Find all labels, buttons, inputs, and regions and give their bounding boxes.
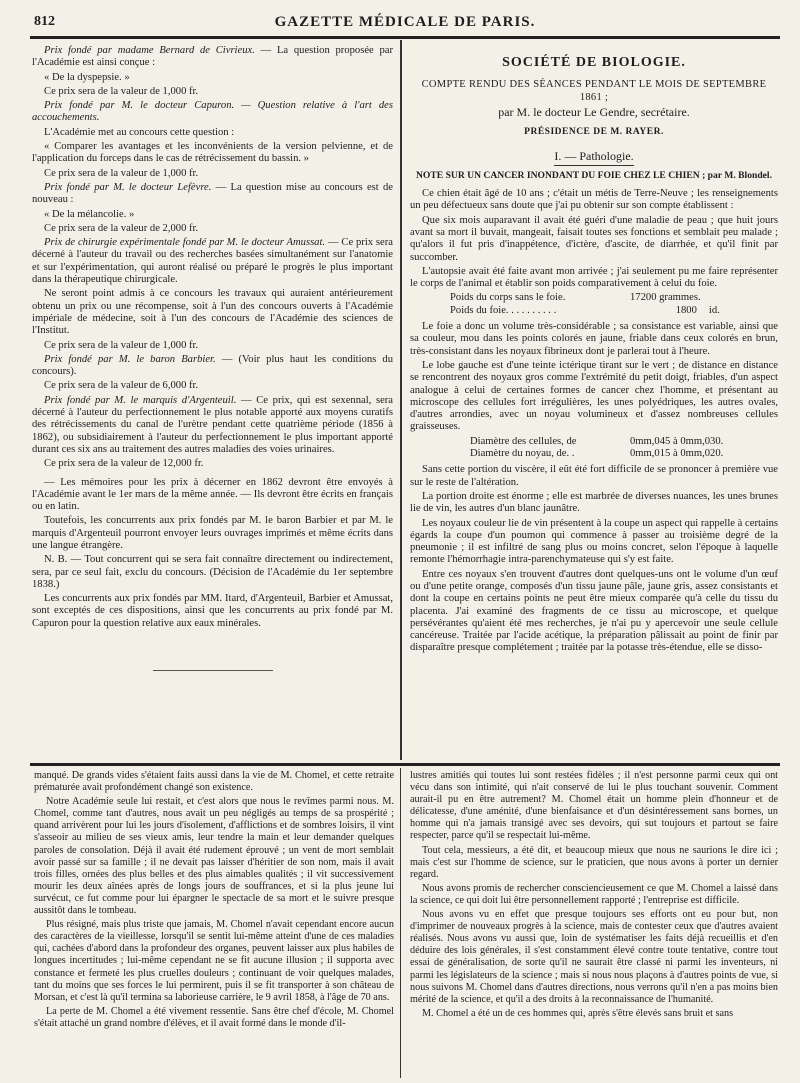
prize-title: Prix fondé par M. le baron Barbier. <box>44 353 216 365</box>
row-label: Diamètre du noyau, de. . <box>470 448 575 460</box>
note-title: NOTE SUR UN CANCER INONDANT DU FOIE CHEZ LE CHIEN ; par M. Blondel. <box>416 169 772 181</box>
text: — Ce prix sera décerné à l'auteur du travail ou des recherches basées simultanément sur l'anatomie et sur l'expérimentation, qui auront réalisé ou préparé le progrès le plus important dans la thérapeutique chirurgicale. <box>32 237 393 286</box>
paragraph <box>32 182 393 207</box>
text: — Ce prix, qui est sexennal, sera décerné à l'auteur du perfectionnement le plus notable apporté aux moyens curatifs des rétrécissements du canal de l'urètre pendant cette quatrième période (1856 à 1862), ou subsidiairement à l'auteur du perfectionnement le plus important apporté durant ces six ans au traitement des autres maladies des voies urinaires. <box>32 394 394 455</box>
section-rule <box>554 165 634 166</box>
row-unit: id. <box>708 304 720 316</box>
prize-value: Ce prix sera de la valeur de 12,000 fr. <box>44 458 204 470</box>
measure-row <box>410 448 778 460</box>
paragraph: La perte de M. Chomel a été vivement ressentie. Sans être chef d'école, M. Chomel s'était attaché un grand nombre d'élèves, et il avait formé dans le monde d'il- <box>34 1005 394 1029</box>
presidency: PRÉSIDENCE DE M. RAYER. <box>524 127 664 138</box>
paragraph: M. Chomel a été un de ces hommes qui, après s'être élevés sans bruit et sans <box>422 1007 734 1019</box>
report-author: par M. le docteur Le Gendre, secrétaire. <box>498 104 690 119</box>
prize-value: Ce prix sera de la valeur de 1,000 fr. <box>44 167 199 179</box>
paragraph: Toutefois, les concurrents aux prix fondés par M. le baron Barbier et par M. le marquis d'Argenteuil pourront envoyer leurs ouvrages imprimés et même écrits dans une langue étrangère. <box>32 515 393 551</box>
paragraph: Nous avons vu en effet que presque toujours ses efforts ont eu pour but, non d'imprimer de nouveaux progrès à la science, mais de contester ceux que d'autres avaient réalisés. Nous avons vu aussi que, loin de systématiser les faits déjà recueillis et d'en déduire des lois générales, il s'est constamment élevé contre toute tentative, contre tout essai de généralisation, de sorte qu'il ne saurait être classé ni parmi les inventeurs, ni parmi les législateurs de la science ; mais si nous nous plaçons à d'autres points de vue, si nous suivons M. Chomel dans d'autres directions, nous verrons qu'il n'en a pas moins bien mérité de la science, et qu'il a des droits à la reconnaissance de l'humanité. <box>410 909 778 1005</box>
row-label: Poids du foie. . . . . . . . . . <box>450 304 557 316</box>
text: — (Voir plus haut les conditions du concours). <box>32 353 393 378</box>
section-title: I. — Pathologie. <box>554 149 634 164</box>
paragraph: Tout cela, messieurs, a été dit, et beaucoup mieux que nous ne saurions le dire ici ; mais c'est sur l'homme de science, sur le praticien, que nous avons à porter un dernier regard. <box>410 844 778 880</box>
paragraph: Que six mois auparavant il avait été guéri d'une maladie de peau ; que huit jours avant sa mort il buvait, mangeait, faisait toutes ses fonctions et semblait peu malade ; qu'alors il fut pris d'inappétence, d'ictère, d'ascite, de diarrhée, et qu'il finit par succomber. <box>410 214 778 263</box>
paragraph: Le foie a donc un volume très-considérable ; sa consistance est variable, ainsi que sa couleur, mou dans les points colorés en jaune, friable dans ceux colorés en brun, très-consistant dans les noyaux fibrineux dont je parlerai tout à l'heure. <box>410 321 778 357</box>
right-column <box>410 45 778 657</box>
paragraph: Nous avons promis de rechercher consciencieusement ce que M. Chomel a laissé dans la science, ce qui doit lui être personnellement rapporté ; l'entreprise est difficile. <box>410 882 778 906</box>
question: « Comparer les avantages et les inconvénients de la version pelvienne, et de l'application du forceps dans le cas de rétrécissement du bassin. » <box>32 141 393 165</box>
row-value: 1800 <box>675 304 697 316</box>
prize-value: Ce prix sera de la valeur de 6,000 fr. <box>44 380 199 392</box>
bottom-left-column <box>34 770 394 1032</box>
text: — La question proposée par l'Académie est ainsi conçue : <box>32 45 393 69</box>
prize-value: Ce prix sera de la valeur de 1,000 fr. <box>44 85 199 97</box>
paragraph: Plus résigné, mais plus triste que jamais, M. Chomel n'avait cependant encore aucun des caractères de la vieillesse, lorsqu'il se sentit lui-même atteint d'une de ces maladies qui, cachées d'abord dans la profondeur des organes, peuvent laisser aux plus habiles de longues incertitudes ; lui-même cependant ne se fit aucune illusion ; il supporta avec constance et fermeté les plus cruelles douleurs ; continuant de voir quelques malades, tant du moins que ses forces le lui permirent, puis il se fit transporter à son château de Morsan, et c'est là qu'il termina sa laborieuse carrière, le 9 avril 1858, à l'âge de 70 ans. <box>34 919 394 1003</box>
paragraph <box>32 395 393 456</box>
paragraph: L'Académie met au concours cette question : <box>44 126 235 138</box>
paragraph <box>32 45 393 70</box>
weight-row <box>410 305 778 317</box>
column-divider <box>400 40 402 760</box>
question: « De la dyspepsie. » <box>44 71 130 83</box>
prize-title: Prix fondé par M. le docteur Capuron. — Question relative à l'art des accouchements. <box>32 100 393 124</box>
row-value: 0mm,045 à 0mm,030. <box>630 435 724 447</box>
row-value: 0mm,015 à 0mm,020. <box>630 448 724 460</box>
section-divider <box>30 763 780 766</box>
prize-title: Prix fondé par M. le docteur Lefèvre. <box>44 181 212 193</box>
paragraph: Les concurrents aux prix fondés par MM. Itard, d'Argenteuil, Barbier et Amussat, sont exceptés de ces dispositions, ainsi que les concurrents au prix fondé par M. Capuron pour la question relative aux eaux minérales. <box>32 593 393 629</box>
paragraph: manqué. De grands vides s'étaient faits aussi dans la vie de M. Chomel, et cette retraite prématurée avait profondément changé son existence. <box>34 770 394 794</box>
header-rule <box>30 36 780 39</box>
prize-title: Prix fondé par madame Bernard de Civrieux. <box>44 45 255 56</box>
paragraph: lustres amitiés qui toutes lui sont restées fidèles ; il n'est personne parmi ceux qui ont vécu dans son intimité, qui n'ait conservé de lui le plus touchant souvenir. Comment aurait-il pu en être autrement? M. Chomel était un homme plein d'honneur et de délicatesse, d'une aménité, d'une bienfaisance et d'un désintéressement sans bornes, un homme qui n'a jamais transigé avec ses devoirs, qui sut toujours et partout se faire respecter, parce qu'il se respectait lui-même. <box>410 770 778 842</box>
paragraph: Sans cette portion du viscère, il eût été fort difficile de se prononcer à première vue sur le reste de l'altération. <box>410 464 778 488</box>
society-title: SOCIÉTÉ DE BIOLOGIE. <box>502 55 686 70</box>
prize-value: Ce prix sera de la valeur de 1,000 fr. <box>44 339 199 351</box>
paragraph: Notre Académie seule lui restait, et c'est alors que nous le revîmes parmi nous. M. Chomel, comme tant d'autres, nous avait un peu négligés au temps de sa prospérité ; quand arrivèrent pour lui les jours d'isolement, d'afflictions et de sombres loisirs, il vint s'asseoir au milieu de ses vieux amis, leur tendre la main et leur demander quelques paroles de consolation. Déjà il avait été rudement éprouvé ; un vent de mort semblait avoir passé sur sa famille ; il ne devait pas laisser d'héritier de son nom, mais il avait trois filles, ornées des plus belles et des plus aimables qualités ; il vit successivement mourir les deux aînées après de longs jours de souffrances, et si la plus jeune lui survécut, ce fut comme pour lui épargner le spectacle de sa mort et le suivre presque aussitôt dans le tombeau. <box>34 796 394 917</box>
paragraph: — Les mémoires pour les prix à décerner en 1862 devront être envoyés à l'Académie avant le 1er mars de la même année. — Ils devront être écrits en français ou en latin. <box>32 476 393 513</box>
page-number: 812 <box>34 14 55 29</box>
paragraph: Ne seront point admis à ce concours les travaux qui auraient antérieurement obtenu un prix ou une récompense, soit à l'un des concours ouverts à l'Académie impériale de médecine, soit à l'un des concours de l'Académie des sciences de l'Institut. <box>32 288 393 337</box>
prize-value: Ce prix sera de la valeur de 2,000 fr. <box>44 222 199 234</box>
row-label: Poids du corps sans le foie. <box>450 292 566 304</box>
paragraph: L'autopsie avait été faite avant mon arrivée ; j'ai seulement pu me faire représenter le corps de l'animal et établir son poids comparativement à celui du foie. <box>410 265 778 290</box>
prize-title: Prix de chirurgie expérimentale fondé par M. le docteur Amussat. <box>44 237 326 249</box>
question: « De la mélancolie. » <box>44 208 135 220</box>
left-column <box>32 45 393 671</box>
paragraph <box>32 354 393 379</box>
row-value: 17200 grammes. <box>630 292 701 304</box>
column-divider-bottom <box>400 768 401 1078</box>
weight-row <box>410 292 778 304</box>
paragraph: Les noyaux couleur lie de vin présentent à la coupe un aspect qui rappelle à certains égards la coupe d'un poumon qui commence à passer au troisième degré de la pneumonie ; il est infiltré de sang plus ou moins concret, selon l'époque à laquelle remonte l'hémorrhagie intra-parenchymateuse qui s'y est faite. <box>410 517 778 566</box>
report-heading: COMPTE RENDU DES SÉANCES PENDANT LE MOIS DE SEPTEMBRE 1861 ; <box>421 79 767 103</box>
paragraph: La portion droite est énorme ; elle est marbrée de diverses nuances, les unes brunes lie de vin, les autres d'un blanc jaunâtre. <box>410 490 778 515</box>
measure-row <box>410 436 778 448</box>
paragraph <box>32 237 393 286</box>
page-header <box>30 10 780 34</box>
paragraph: Ce chien était âgé de 10 ans ; c'était un métis de Terre-Neuve ; les renseignements un peu défectueux sans doute que j'ai pu obtenir sur son compte établissent : <box>410 188 778 212</box>
paragraph: N. B. — Tout concurrent qui se sera fait connaître directement ou indirectement, sera, par ce seul fait, exclu du concours. (Décision de l'Académie du 1er septembre 1838.) <box>32 554 393 590</box>
text: — La question mise au concours est de nouveau : <box>32 181 393 206</box>
row-label: Diamètre des cellules, de <box>470 435 577 447</box>
journal-title: GAZETTE MÉDICALE DE PARIS. <box>274 14 536 30</box>
end-rule <box>153 670 273 671</box>
paragraph: Entre ces noyaux s'en trouvent d'autres dont quelques-uns ont le volume d'un œuf ou d'une petite orange, composés d'un tissu jaune pâle, jaune gris, assez consistants et dont la coupe en certains points ne peut être mieux comparée qu'à celle du tissu du placenta. J'ai examiné des fragments de ce tissu au microscope, et quelque persévérantes qu'aient été mes recherches, je n'ai pu y apercevoir une seule cellule cancéreuse. Traitée par l'acide acétique, la préparation pâlissait au point de finir par disparaître presque complétement ; traitée par la potasse très-étendue, elle se disso- <box>410 568 778 654</box>
bottom-right-column <box>410 770 778 1022</box>
prize-title: Prix fondé par M. le marquis d'Argenteuil. <box>44 394 237 406</box>
paragraph: Le lobe gauche est d'une teinte ictérique tirant sur le vert ; de distance en distance se rencontrent des noyaux gros comme l'extrémité du petit doigt, friables, d'un aspect analogue à celui de certaines formes de cancer chez l'homme, et présentant au microscope des cellules fort irrégulières, les unes polyédriques, les autres ovales, d'autres arrondies, avec un noyau volumineux et d'assez nombreuses cellules graisseuses. <box>410 359 778 433</box>
